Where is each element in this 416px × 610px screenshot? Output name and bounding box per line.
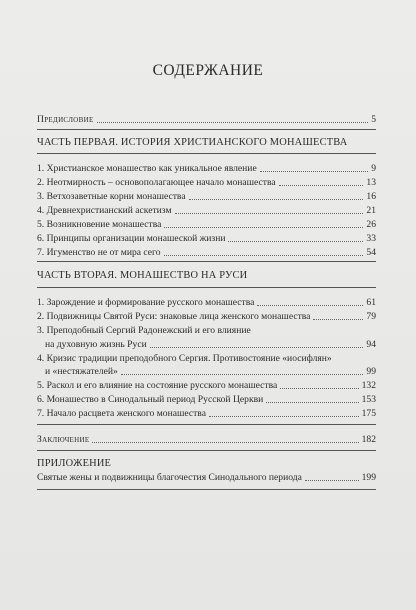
toc-page-number: 13 (366, 177, 376, 188)
toc-page-number: 21 (366, 205, 376, 216)
toc-entry (37, 191, 376, 203)
toc-entry-label: Заключение (37, 434, 90, 445)
appendix-heading: ПРИЛОЖЕНИЕ (37, 458, 112, 469)
toc-entry-label: 3. Преподобный Сергий Радонежский и его влияние (37, 325, 251, 336)
leader-dots (150, 347, 364, 348)
leader-dots (279, 185, 364, 186)
toc-page-number: 99 (366, 366, 376, 377)
leader-dots (92, 442, 358, 443)
toc-page-number: 26 (366, 219, 376, 230)
toc-page-number: 79 (366, 311, 376, 322)
leader-dots (266, 402, 358, 403)
toc-entry (37, 408, 376, 420)
toc-entry-label: 1. Христианское монашество как уникальное явление (37, 163, 257, 174)
toc-entry-label: 7. Игуменство не от мира сего (37, 247, 161, 258)
toc-entry-label: 1. Зарождение и формирование русского монашества (37, 297, 255, 308)
leader-dots (257, 305, 363, 306)
toc-entry (37, 247, 376, 259)
divider (37, 287, 376, 288)
toc-entry-label: 2. Неотмирность – основополагающее начало монашества (37, 177, 276, 188)
toc-page-number: 16 (366, 191, 376, 202)
toc-entry (37, 472, 376, 484)
divider (37, 153, 376, 154)
leader-dots (209, 416, 359, 417)
toc-page-number: 5 (371, 114, 376, 125)
toc-entry (37, 219, 376, 231)
leader-dots (164, 255, 364, 256)
toc-page-number: 175 (361, 408, 376, 419)
divider (37, 489, 376, 490)
toc-entry (37, 311, 376, 323)
leader-dots (305, 480, 359, 481)
toc-entry (37, 205, 376, 217)
leader-dots (313, 319, 363, 320)
divider (37, 450, 376, 451)
part2-heading: ЧАСТЬ ВТОРАЯ. МОНАШЕСТВО НА РУСИ (37, 270, 248, 281)
toc-page-number: 9 (371, 163, 376, 174)
toc-entry-label: 4. Древнехристианский аскетизм (37, 205, 172, 216)
toc-entry (37, 297, 376, 309)
toc-page-number: 153 (361, 394, 376, 405)
toc-entry-continuation: на духовную жизнь Руси (45, 339, 147, 350)
toc-entry-label: 2. Подвижницы Святой Руси: знаковые лица женского монашества (37, 311, 311, 322)
leader-dots (175, 213, 364, 214)
toc-entry-conclusion (37, 434, 376, 446)
leader-dots (260, 171, 369, 172)
toc-entry-label: 6. Принципы организации монашеской жизни (37, 233, 226, 244)
divider (37, 424, 376, 425)
toc-entry (37, 233, 376, 245)
toc-entry-label: Святые жены и подвижницы благочестия Синодального периода (37, 472, 302, 483)
leader-dots (189, 199, 364, 200)
toc-page-number: 94 (366, 339, 376, 350)
divider (37, 129, 376, 130)
part1-heading: ЧАСТЬ ПЕРВАЯ. ИСТОРИЯ ХРИСТИАНСКОГО МОНАШЕСТВА (37, 137, 348, 148)
leader-dots (97, 122, 369, 123)
toc-entry (37, 163, 376, 175)
toc-page-number: 54 (366, 247, 376, 258)
toc-entry-label: 7. Начало расцвета женского монашества (37, 408, 206, 419)
toc-entry (37, 339, 376, 351)
leader-dots (280, 388, 358, 389)
toc-entry-label: Предисловие (37, 114, 94, 125)
toc-entry-label: 6. Монашество в Синодальный период Русской Церкви (37, 394, 264, 405)
leader-dots (121, 374, 364, 375)
toc-entry-preface (37, 114, 376, 126)
page-title: СОДЕРЖАНИЕ (152, 62, 264, 79)
leader-dots (228, 241, 363, 242)
toc-page-number: 199 (361, 472, 376, 483)
divider (37, 261, 376, 262)
toc-page-number: 132 (361, 380, 376, 391)
leader-dots (164, 227, 363, 228)
toc-entry-label: 5. Возникновение монашества (37, 219, 162, 230)
toc-page-number: 61 (366, 297, 376, 308)
toc-page-number: 182 (361, 434, 376, 445)
toc-page-number: 33 (366, 233, 376, 244)
toc-entry (37, 380, 376, 392)
toc-entry-continuation: и «нестяжателей» (45, 366, 118, 377)
toc-entry-label: 4. Кризис традиции преподобного Сергия. Противостояние «иосифлян» (37, 353, 332, 364)
toc-entry-label: 5. Раскол и его влияние на состояние русского монашества (37, 380, 278, 391)
toc-entry (37, 366, 376, 378)
toc-entry (37, 177, 376, 189)
toc-entry (37, 394, 376, 406)
toc-entry-label: 3. Ветхозаветные корни монашества (37, 191, 186, 202)
